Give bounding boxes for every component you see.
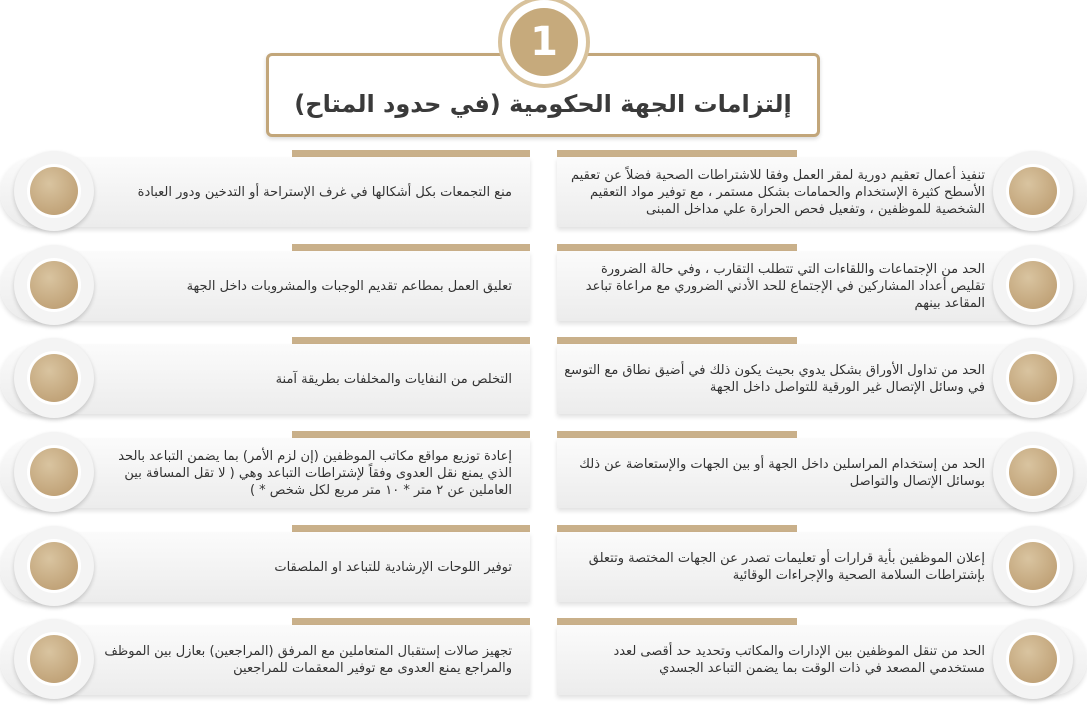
item-text: توفير اللوحات الإرشادية للتباعد او الملصقات (274, 559, 512, 575)
gold-disc-icon (30, 448, 78, 496)
list-item (0, 525, 530, 607)
gold-disc-icon (30, 635, 78, 683)
list-item (0, 431, 530, 513)
item-text: تنفيذ أعمال تعقيم دورية لمقر العمل وفقا للاشتراطات الصحية فضلاً عن تعقيم الأسطح كثيرة الإستخدام والحمامات بشكل مستمر ، مع توفير مواد التعقيم الشخصية للموظفين ، وتفعيل فحص الحرارة علي مداخل المبنى (571, 167, 985, 217)
card-accent-bar (557, 618, 797, 625)
gold-disc-icon (1009, 261, 1057, 309)
gold-disc-icon (1009, 167, 1057, 215)
gold-disc-icon (1009, 635, 1057, 683)
item-text: إعلان الموظفين بأية قرارات أو تعليمات تصدر عن الجهات المختصة وتتعلق بإشتراطات السلامة الصحية والإجراءات الوقائية (588, 551, 985, 583)
item-text: الحد من تنقل الموظفين بين الإدارات والمكاتب وتحديد حد أقصى لعدد مستخدمي المصعد في ذات الوقت بما يضمن التباعد الجسدي (613, 644, 985, 676)
item-text: الحد من إستخدام المراسلين داخل الجهة أو بين الجهات والإستعاضة عن ذلك بوسائل الإتصال والتواصل (579, 457, 985, 489)
section-number: 1 (510, 8, 578, 76)
list-item (0, 244, 530, 326)
item-text: تعليق العمل بمطاعم تقديم الوجبات والمشروبات داخل الجهة (186, 278, 512, 294)
list-item (0, 150, 530, 232)
card-accent-bar (292, 337, 530, 344)
card-accent-bar (292, 150, 530, 157)
item-marker (993, 338, 1073, 418)
card-accent-bar (292, 525, 530, 532)
page-title: إلتزامات الجهة الحكومية (في حدود المتاح) (294, 90, 792, 118)
item-marker (993, 245, 1073, 325)
gold-disc-icon (1009, 542, 1057, 590)
item-marker (14, 619, 94, 699)
gold-disc-icon (30, 167, 78, 215)
gold-disc-icon (30, 354, 78, 402)
item-marker (993, 151, 1073, 231)
card-accent-bar (557, 525, 797, 532)
item-text: تجهيز صالات إستقبال المتعاملين مع المرفق (المراجعين) بعازل بين الموظف والمراجع يمنع العدوى مع توفير المعقمات للمراجعين (104, 644, 512, 676)
list-item (0, 618, 530, 700)
item-marker (14, 432, 94, 512)
list-item (557, 525, 1087, 607)
item-marker (993, 432, 1073, 512)
card-accent-bar (557, 431, 797, 438)
item-marker (993, 526, 1073, 606)
list-item (557, 431, 1087, 513)
item-text: الحد من تداول الأوراق بشكل يدوي بحيث يكون ذلك في أضيق نطاق مع التوسع في وسائل الإتصال غير الورقية للتواصل داخل الجهة (564, 363, 985, 395)
item-text: منع التجمعات بكل أشكالها في غرف الإستراحة أو التدخين ودور العبادة (137, 184, 512, 200)
list-item (557, 244, 1087, 326)
item-marker (14, 245, 94, 325)
card-accent-bar (292, 618, 530, 625)
card-accent-bar (557, 337, 797, 344)
item-text: التخلص من النفايات والمخلفات بطريقة آمنة (275, 371, 512, 387)
item-marker (14, 151, 94, 231)
card-accent-bar (557, 150, 797, 157)
card-accent-bar (557, 244, 797, 251)
gold-disc-icon (30, 542, 78, 590)
list-item (0, 337, 530, 419)
item-marker (14, 526, 94, 606)
section-number-badge (498, 0, 590, 88)
item-text: الحد من الإجتماعات واللقاءات التي تتطلب التقارب ، وفي حالة الضرورة تقليص أعداد المشاركين في الإجتماع للحد الأدني الضروري مع مراعاة تباعد المقاعد بينهم (585, 261, 985, 311)
item-marker (14, 338, 94, 418)
gold-disc-icon (1009, 448, 1057, 496)
item-text: إعادة توزيع مواقع مكاتب الموظفين (إن لزم الأمر) بما يضمن التباعد بالحد الذي يمنع نقل العدوى وفقاً لإشتراطات التباعد وهي ( لا تقل المسافة بين العاملين عن ٢ متر * ١٠ متر مربع لكل شخص * ) (118, 448, 512, 498)
gold-disc-icon (1009, 354, 1057, 402)
list-item (557, 337, 1087, 419)
card-accent-bar (292, 244, 530, 251)
list-item (557, 618, 1087, 700)
item-marker (993, 619, 1073, 699)
gold-disc-icon (30, 261, 78, 309)
list-item (557, 150, 1087, 232)
card-accent-bar (292, 431, 530, 438)
